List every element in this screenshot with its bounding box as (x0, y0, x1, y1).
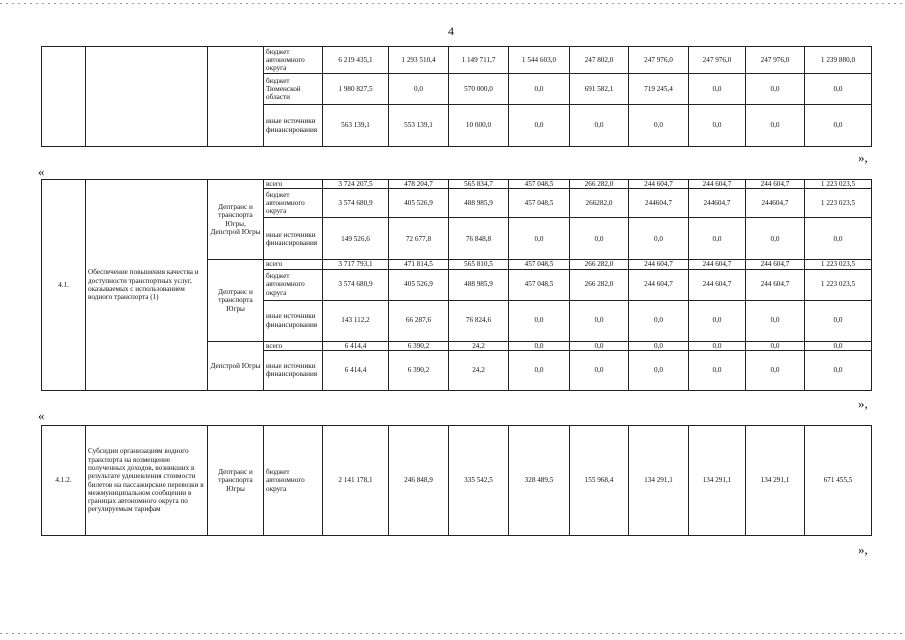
value-cell: 2 141 178,1 (323, 426, 389, 536)
value-cell: 1 223 023,5 (805, 269, 872, 300)
value-cell: 266282,0 (570, 189, 629, 218)
value-cell: 488 985,9 (449, 189, 509, 218)
value-cell: 570 000,0 (449, 74, 509, 105)
value-cell: 0,0 (689, 218, 746, 260)
source-cell: бюджет автономного округа (264, 269, 323, 300)
responsible-cell: Дептранс и транспорта Югры, Депстрой Югры (208, 180, 264, 260)
value-cell: 247 976,0 (689, 47, 746, 74)
value-cell: 244 604,7 (629, 180, 689, 189)
value-cell: 0,0 (746, 300, 805, 341)
measure-code: 4.1. (42, 180, 86, 391)
value-cell: 0,0 (509, 350, 570, 390)
value-cell: 6 219 435,1 (323, 47, 389, 74)
value-cell: 719 245,4 (629, 74, 689, 105)
value-cell: 0,0 (689, 350, 746, 390)
value-cell: 0,0 (570, 350, 629, 390)
value-cell: 1 293 510,4 (389, 47, 449, 74)
value-cell: 1 223 023,5 (805, 260, 872, 269)
opening-quote: « (38, 164, 45, 179)
source-cell: иные источники финансирования (264, 350, 323, 390)
code-cell (42, 47, 86, 147)
value-cell: 565 810,5 (449, 260, 509, 269)
value-cell: 0,0 (805, 300, 872, 341)
value-cell: 6 414,4 (323, 341, 389, 350)
value-cell: 405 526,9 (389, 189, 449, 218)
value-cell: 0,0 (746, 105, 805, 147)
value-cell: 405 526,9 (389, 269, 449, 300)
value-cell: 6 390,2 (389, 341, 449, 350)
value-cell: 457 048,5 (509, 260, 570, 269)
value-cell: 247 976,0 (746, 47, 805, 74)
value-cell: 0,0 (746, 341, 805, 350)
value-cell: 0,0 (509, 74, 570, 105)
table-measure-4-1-2 (41, 425, 872, 536)
scan-edge-bottom (0, 633, 905, 634)
measure-name: Субсидии организациям водного транспорта на возмещение полученных доходов, возникших в результате удешевления стоимости билетов на пассажирские перевозки в межмуниципальном сообщении в границах автономного округа по регулируемым тарифам (86, 426, 208, 536)
value-cell: 671 455,5 (805, 426, 872, 536)
value-cell: 266 282,0 (570, 260, 629, 269)
value-cell: 328 489,5 (509, 426, 570, 536)
page-number: 4 (448, 24, 454, 38)
value-cell: 0,0 (805, 350, 872, 390)
scan-edge-top (0, 3, 905, 4)
value-cell: 488 985,9 (449, 269, 509, 300)
value-cell: 0,0 (805, 74, 872, 105)
value-cell: 0,0 (629, 300, 689, 341)
source-cell: бюджет автономного округа (264, 426, 323, 536)
value-cell: 246 848,9 (389, 426, 449, 536)
table-measure-4-1 (41, 179, 872, 391)
value-cell: 266 282,0 (570, 269, 629, 300)
value-cell: 0,0 (629, 105, 689, 147)
value-cell: 134 291,1 (629, 426, 689, 536)
value-cell: 3 724 207,5 (323, 180, 389, 189)
responsible-cell (208, 47, 264, 147)
value-cell: 457 048,5 (509, 189, 570, 218)
closing-quote: », (858, 396, 868, 411)
value-cell: 0,0 (689, 105, 746, 147)
value-cell: 66 287,6 (389, 300, 449, 341)
table-row (42, 180, 872, 189)
value-cell: 72 677,8 (389, 218, 449, 260)
source-cell: бюджет Тюменской области (264, 74, 323, 105)
value-cell: 10 000,0 (449, 105, 509, 147)
value-cell: 143 112,2 (323, 300, 389, 341)
source-cell: иные источники финансирования (264, 218, 323, 260)
value-cell: 0,0 (805, 341, 872, 350)
value-cell: 0,0 (746, 218, 805, 260)
value-cell: 0,0 (689, 300, 746, 341)
responsible-cell: Дептранс и транспорта Югры (208, 260, 264, 341)
value-cell: 691 582,1 (570, 74, 629, 105)
table-row (42, 47, 872, 74)
value-cell: 3 717 793,1 (323, 260, 389, 269)
value-cell: 0,0 (389, 74, 449, 105)
value-cell: 244604,7 (629, 189, 689, 218)
value-cell: 563 139,1 (323, 105, 389, 147)
table-row (42, 426, 872, 536)
closing-quote: », (858, 150, 868, 165)
value-cell: 1 980 827,5 (323, 74, 389, 105)
value-cell: 155 968,4 (570, 426, 629, 536)
value-cell: 247 976,0 (629, 47, 689, 74)
value-cell: 1 544 603,0 (509, 47, 570, 74)
value-cell: 1 223 023,5 (805, 180, 872, 189)
value-cell: 0,0 (629, 341, 689, 350)
value-cell: 478 204,7 (389, 180, 449, 189)
value-cell: 6 414,4 (323, 350, 389, 390)
value-cell: 244604,7 (746, 189, 805, 218)
value-cell: 0,0 (509, 341, 570, 350)
responsible-cell: Депстрой Югры (208, 341, 264, 390)
value-cell: 76 848,8 (449, 218, 509, 260)
value-cell: 247 802,0 (570, 47, 629, 74)
source-cell: бюджет автономного округа (264, 47, 323, 74)
value-cell: 244 604,7 (746, 269, 805, 300)
closing-quote: », (858, 542, 868, 557)
value-cell: 565 834,7 (449, 180, 509, 189)
value-cell: 1 149 711,7 (449, 47, 509, 74)
value-cell: 244 604,7 (746, 260, 805, 269)
value-cell: 0,0 (570, 105, 629, 147)
value-cell: 244 604,7 (746, 180, 805, 189)
source-cell: всего (264, 341, 323, 350)
value-cell: 0,0 (509, 218, 570, 260)
value-cell: 0,0 (689, 74, 746, 105)
table-continuation (41, 46, 872, 147)
value-cell: 0,0 (570, 300, 629, 341)
value-cell: 24,2 (449, 350, 509, 390)
value-cell: 0,0 (570, 218, 629, 260)
source-cell: бюджет автономного округа (264, 189, 323, 218)
name-cell (86, 47, 208, 147)
value-cell: 335 542,5 (449, 426, 509, 536)
value-cell: 6 390,2 (389, 350, 449, 390)
value-cell: 471 814,5 (389, 260, 449, 269)
value-cell: 0,0 (509, 300, 570, 341)
value-cell: 244 604,7 (629, 260, 689, 269)
source-cell: всего (264, 260, 323, 269)
value-cell: 244604,7 (689, 189, 746, 218)
value-cell: 0,0 (629, 218, 689, 260)
measure-code: 4.1.2. (42, 426, 86, 536)
value-cell: 0,0 (689, 341, 746, 350)
responsible-cell: Дептранс и транспорта Югры (208, 426, 264, 536)
value-cell: 0,0 (746, 74, 805, 105)
value-cell: 244 604,7 (689, 260, 746, 269)
value-cell: 244 604,7 (629, 269, 689, 300)
value-cell: 553 139,1 (389, 105, 449, 147)
value-cell: 3 574 680,9 (323, 189, 389, 218)
source-cell: иные источники финансирования (264, 300, 323, 341)
value-cell: 0,0 (805, 218, 872, 260)
value-cell: 0,0 (629, 350, 689, 390)
value-cell: 457 048,5 (509, 180, 570, 189)
source-cell: всего (264, 180, 323, 189)
value-cell: 0,0 (509, 105, 570, 147)
value-cell: 1 239 880,0 (805, 47, 872, 74)
value-cell: 244 604,7 (689, 269, 746, 300)
value-cell: 244 604,7 (689, 180, 746, 189)
value-cell: 134 291,1 (689, 426, 746, 536)
value-cell: 0,0 (805, 105, 872, 147)
source-cell: иные источники финансирования (264, 105, 323, 147)
value-cell: 149 526,6 (323, 218, 389, 260)
measure-name: Обеспечение повышения качества и доступности транспортных услуг, оказываемых с использованием водного транспорта (1) (86, 180, 208, 391)
value-cell: 24,2 (449, 341, 509, 350)
value-cell: 0,0 (570, 341, 629, 350)
value-cell: 266 282,0 (570, 180, 629, 189)
value-cell: 1 223 023,5 (805, 189, 872, 218)
opening-quote: « (38, 408, 45, 423)
value-cell: 0,0 (746, 350, 805, 390)
value-cell: 457 048,5 (509, 269, 570, 300)
value-cell: 3 574 680,9 (323, 269, 389, 300)
value-cell: 134 291,1 (746, 426, 805, 536)
value-cell: 76 824,6 (449, 300, 509, 341)
